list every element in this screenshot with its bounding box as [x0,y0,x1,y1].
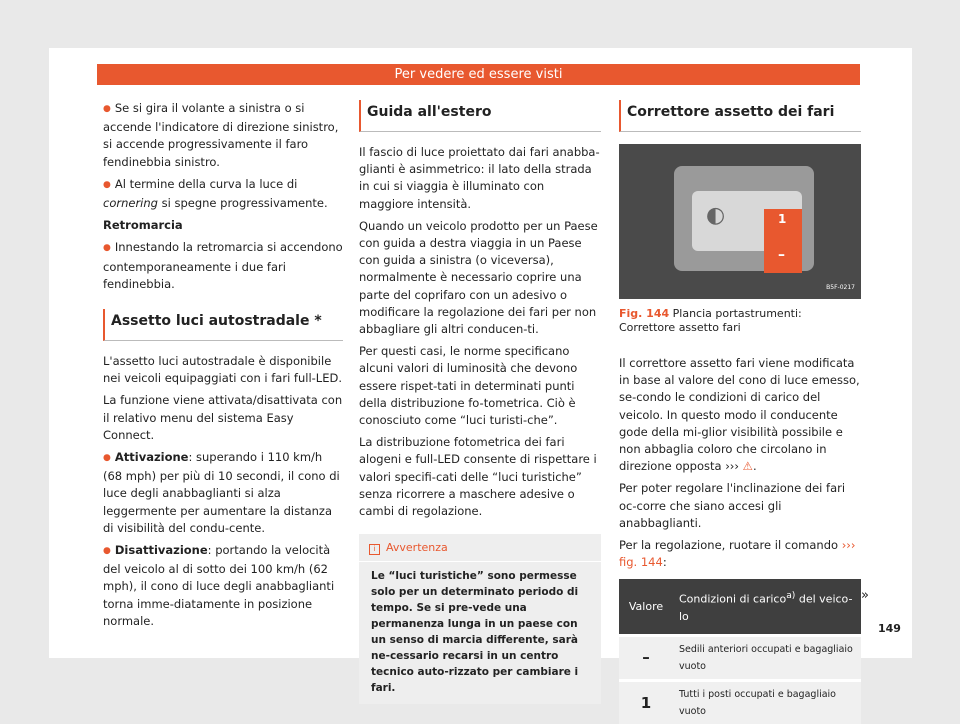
figure-link[interactable]: ››› fig. 144 [619,538,856,570]
wheel-mark-minus: – [778,247,785,263]
load-conditions-table [619,579,861,724]
table-row [619,635,861,680]
adjuster-wheel [764,209,802,273]
headlight-adjuster-figure [619,144,861,299]
table-cell-value: 1 [619,680,673,724]
section-title-correttore: Correttore assetto dei fari [619,100,861,132]
bullet-dot-icon [103,240,115,254]
dashboard-panel [674,166,814,271]
paragraph: Il fascio di luce proiettato dai fari anabba-glianti è asimmetrico: il lato della strada in cui si viaggia è illuminato con maggiore intensità. [359,145,600,211]
paragraph: Per la regolazione, ruotare il comando ››› fig. 144: [619,538,856,570]
control-housing [692,191,802,263]
page-header: Per vedere ed essere visti [97,64,860,85]
column-right [619,100,861,724]
figure-code: B5F-0217 [826,283,855,291]
paragraph: Per questi casi, le norme specificano alcuni valori di luminosità che devono essere rispet-tati in determinati punti della distribuzione fo-tometrica. Ciò è conosciuto come “luci turisti-che”. [359,344,578,428]
warning-text: Le “luci turistiche” sono permesse solo per un determinato periodo di tempo. Se si pre-vede una permanenza lunga in un paese con un senso di marcia differente, sarà ne-cessario recarsi in un centro tecnico auto-rizzato per cambiare i fari. [371,570,579,695]
wheel-mark-1: 1 [778,212,787,226]
column-middle [359,100,601,704]
bullet-item: ● Innestando la retromarcia si accendono contemporaneamente i due fari fendinebbia. [103,239,343,293]
table-row [619,680,861,724]
paragraph: L'assetto luci autostradale è disponibile nei veicoli equipaggiati con i fari full-LED. [103,354,342,386]
table-cell-value: – [619,635,673,680]
paragraph: Per poter regolare l'inclinazione dei fari oc-corre che siano accesi gli anabbaglianti. [619,481,846,530]
table-header-row [619,579,861,635]
headlight-icon: ◐ [706,203,726,228]
subheading-retromarcia: Retromarcia [103,218,183,233]
section-title-guida-estero: Guida all'estero [359,100,601,132]
table-header-condizioni: Condizioni di carico$^{a)}$ del veico-lo [673,579,861,635]
bullet-item: ● Se si gira il volante a sinistra o si accende l'indicatore di direzione sinistro, si accende progressivamente il faro fendinebbia sinistro. [103,100,343,171]
continue-mark: » [861,588,869,603]
warning-triangle-icon: ⚠ [742,459,753,474]
column-left [103,100,343,635]
figure-caption: Fig. 144 Plancia portastrumenti: Correttore assetto fari [619,307,802,334]
bullet-dot-icon [103,543,115,557]
bullet-item: ● Disattivazione: portando la velocità del veicolo al di sotto dei 100 km/h (62 mph), il cono di luce degli anabbaglianti torna imme-diatamente in posizione normale. [103,542,343,630]
paragraph: Quando un veicolo prodotto per un Paese con guida a destra viaggia in un Paese con guida a sinistra (o viceversa), normalmente è necessario coprire una parte del coprifaro con un adesivo o modificare la regolazione dei fari per non abbagliare gli altri conducen-ti. [359,218,598,337]
bullet-dot-icon [103,450,115,464]
table-cell-desc: Tutti i posti occupati e bagagliaio vuoto [673,680,861,724]
section-title-assetto: Assetto luci autostradale * [103,309,343,341]
paragraph: La funzione viene attivata/disattivata con il relativo menu del sistema Easy Connect. [103,393,343,442]
table-cell-desc: Sedili anteriori occupati e bagagliaio vuoto [673,635,861,680]
warning-header: i Avvertenza [359,534,601,562]
bullet-item: ● Attivazione: superando i 110 km/h (68 mph) per più di 10 secondi, il cono di luce degli anabbaglianti si alza leggermente per aumentare la distanza di visibilità del condu-cente. [103,449,343,537]
bullet-dot-icon [103,101,115,115]
info-icon: i [369,544,380,555]
bullet-item: ● Al termine della curva la luce di cornering si spegne progressivamente. [103,176,343,212]
paragraph: La distribuzione fotometrica dei fari alogeni e full-LED consente di rispettare i valori specifi-cati delle “luci turistiche” senza ricorrere a maschere adesive o cambi di regolazione. [359,435,597,519]
page-number: 149 [878,622,901,635]
table-header-valore: Valore [619,579,673,635]
bullet-dot-icon [103,177,115,191]
paragraph: Il correttore assetto fari viene modificata in base al valore del cono di luce emesso, se-condo le condizioni di carico del veicolo. In questo modo il conducente gode della mi-glior visibilità possibile e non abbaglia coloro che circolano in direzione opposta ››› ⚠. [619,356,860,474]
warning-box [359,534,601,704]
